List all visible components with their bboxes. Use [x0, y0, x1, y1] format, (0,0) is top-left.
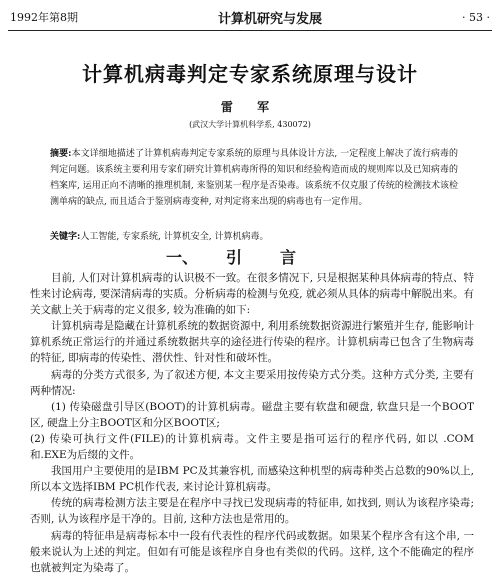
keywords — [50, 229, 458, 245]
section-title: 引言 — [226, 248, 335, 267]
header-divider — [8, 30, 492, 31]
paragraph: 病毒的特征串是病毒标本中一段有代表性的程序代码或数据。如果某个程序含有这个串, 一般来说认为上述的判定。但如有可能是该程序自身也有类似的代码。这样, 这个不能确定的程序也就被判定为染毒了。 — [30, 529, 474, 574]
section-number: 一、 — [165, 248, 198, 267]
paragraph: (2) 传染可执行文件(FILE)的计算机病毒。文件主要是指可运行的程序代码, 如以 .COM和.EXE为后缀的文件。 — [30, 432, 474, 462]
abstract — [50, 146, 458, 210]
paragraph: 计算机病毒是隐藏在计算机系统的数据资源中, 利用系统数据资源进行繁殖并生存, 能影响计算机系统正常运行的并通过系统数据共享的途径进行传染的程序。计算机病毒已包含了生物病毒的特征, 即病毒的传染性、潜伏性、针对性和破坏性。 — [30, 320, 474, 365]
running-header — [10, 6, 490, 28]
keywords-label: 关键字: — [50, 232, 81, 242]
author-name: 雷 军 — [220, 100, 280, 114]
paragraph: 目前, 人们对计算机病毒的认识极不一致。在很多情况下, 只是根据某种具体病毒的特点、特性来讨论病毒, 要深清病毒的实质。分析病毒的检测与免疫, 就必须从具体的病毒中解脱出来。有关文献上关于病毒的定义很多, 较为准确的如下: — [30, 272, 474, 317]
article-title: 计算机病毒判定专家系统原理与设计 — [82, 62, 418, 86]
page-number: · 53 · — [462, 10, 490, 24]
paragraph: 传统的病毒检测方法主要是在程序中寻找已发现病毒的特征串, 如找到, 则认为该程序染毒; 否则, 认为该程序是干净的。目前, 这种方法也是常用的。 — [30, 497, 474, 526]
author-affiliation: (武汉大学计算机科学系, 430072) — [189, 120, 311, 129]
keywords-text: 人工智能, 专家系统, 计算机安全, 计算机病毒。 — [80, 232, 269, 242]
issue-number: 1992年第8期 — [10, 11, 78, 24]
journal-name: 计算机研究与发展 — [218, 11, 323, 27]
paragraph: (1) 传染磁盘引导区(BOOT)的计算机病毒。磁盘主要有软盘和硬盘, 软盘只是一个BOOT区, 硬盘上分主BOOT区和分区BOOT区; — [30, 400, 474, 429]
abstract-text: 本文详细地描述了计算机病毒判定专家系统的原理与具体设计方法, 一定程度上解决了流行病毒的判定问题。该系统主要利用专家们研究计算机病毒所得的知识和经验构造而成的规则库以及已知病毒的档案库, 运用正向不清晰的推理机制, 来鉴别某一程序是否染毒。该系统不仅克服了传统的检测技术该检测单病的缺点, 而且适合于鉴别病毒变种, 对判定将来出现的病毒也有一定作用。 — [50, 149, 458, 207]
body-text — [30, 270, 474, 576]
paragraph: 病毒的分类方式很多, 为了叙述方便, 本文主要采用按传染方式分类。这种方式分类, 主要有两种情况: — [30, 368, 474, 397]
section-heading — [0, 245, 500, 268]
abstract-label: 摘要: — [50, 149, 72, 159]
paragraph: 我国用户主要使用的是IBM PC及其兼容机, 而感染这种机型的病毒种类占总数的90%以上, 所以本文选择IBM PC机作代表, 来讨论计算机病毒。 — [30, 465, 474, 494]
